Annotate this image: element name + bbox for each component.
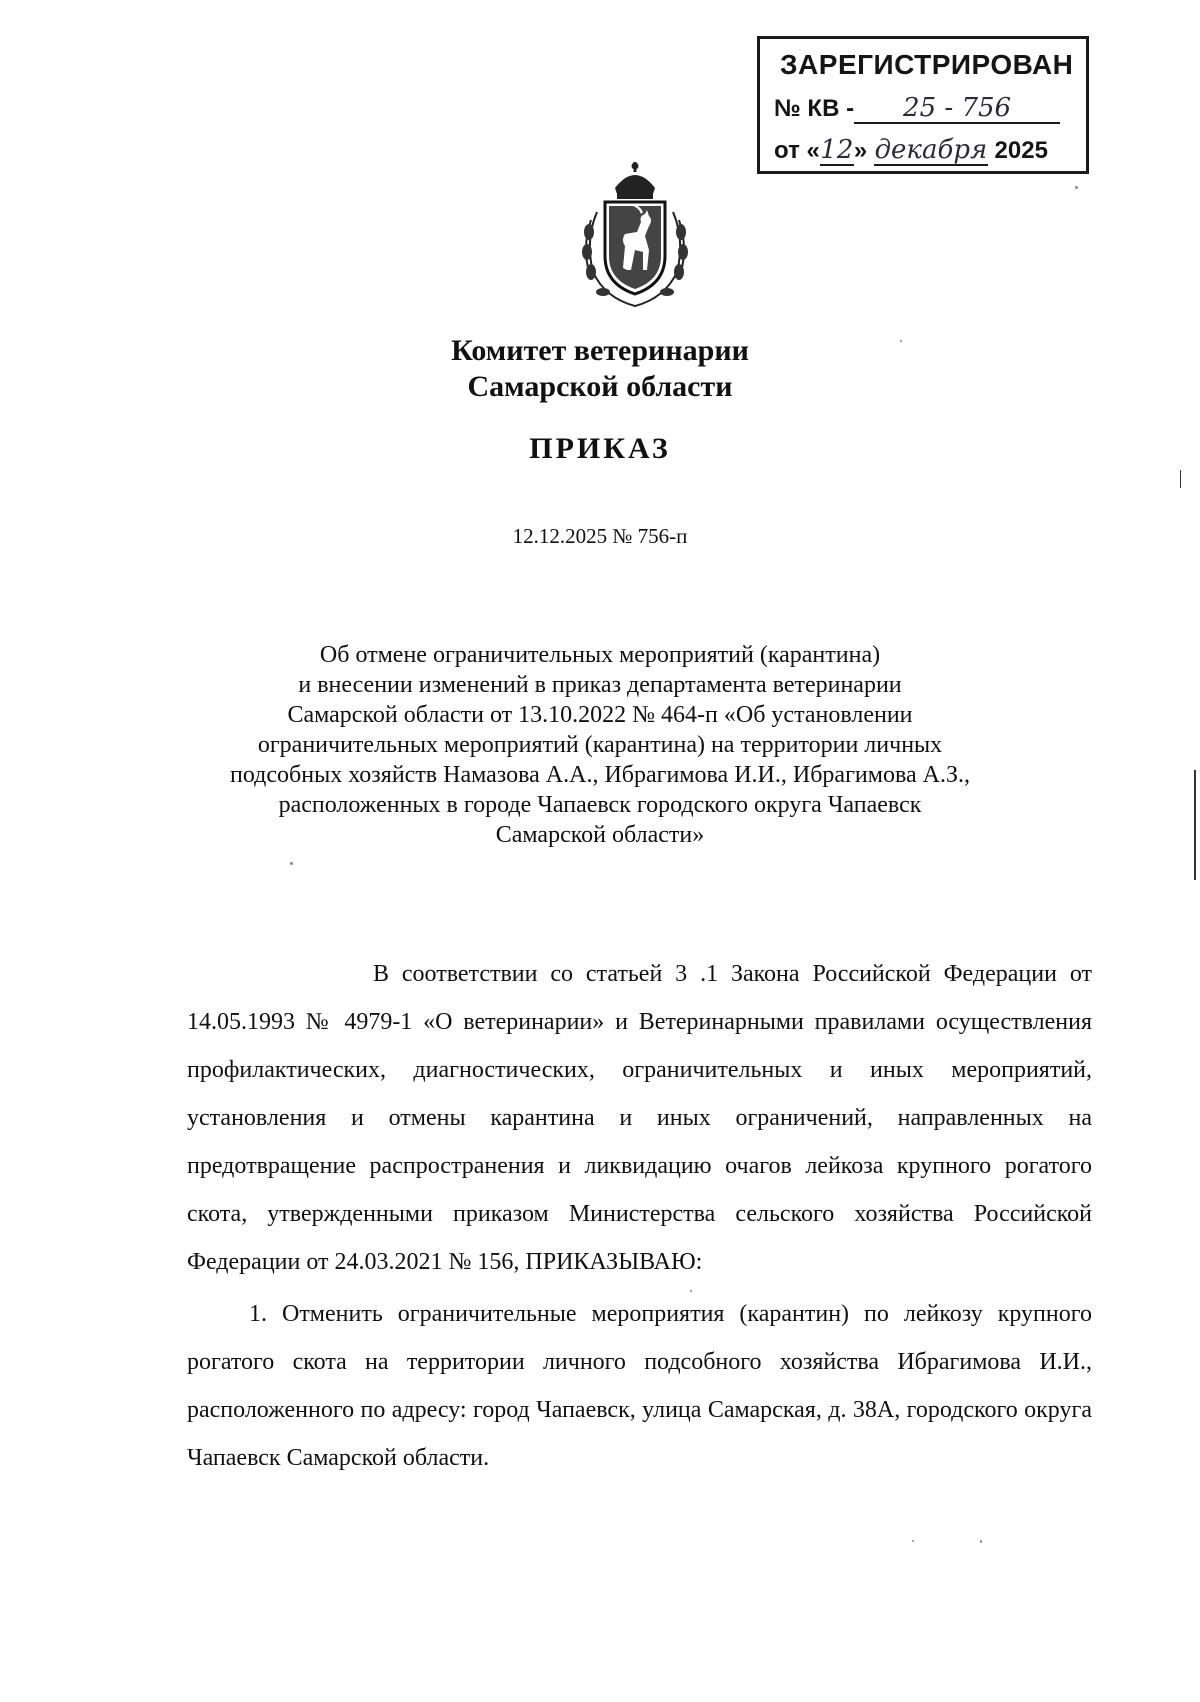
samara-coat-of-arms-icon (575, 160, 695, 312)
subject-line: Самарской области от 13.10.2022 № 464-п «Об установлении (287, 702, 913, 728)
stamp-number-handwritten: 25 - 756 (903, 93, 1012, 123)
scan-speck (912, 1540, 914, 1542)
organization-name-line1: Комитет ветеринарии (451, 334, 749, 367)
stamp-date-mid: » (853, 137, 868, 164)
scan-speck (290, 862, 293, 865)
stamp-date-line (774, 137, 1048, 166)
stamp-month-handwritten: декабря (874, 135, 988, 165)
stamp-year: 2025 (994, 137, 1048, 164)
stamp-title: ЗАРЕГИСТРИРОВАН (780, 49, 1074, 80)
order-item-1: 1. Отменить ограничительные мероприятия (карантин) по лейкозу крупного рогатого скота на территории личного подсобного хозяйства Ибрагимова И.И., расположенного по адресу: город Чапаевск, улица Самарская, д. 38А, городского округа Чапаевск Самарской области. (187, 1301, 1092, 1471)
scan-speck (980, 1540, 982, 1543)
document-subject (150, 640, 1050, 850)
document-body (187, 950, 1092, 1482)
organization-name (0, 333, 1200, 405)
subject-line: ограничительных мероприятий (карантина) на территории личных (257, 732, 943, 758)
subject-line: Об отмене ограничительных мероприятий (карантина) (319, 642, 881, 668)
scan-edge-mark (1180, 470, 1181, 488)
scan-edge-mark (1194, 770, 1196, 880)
stamp-date-prefix: от « (774, 137, 820, 164)
document-type: ПРИКАЗ (529, 432, 671, 465)
scan-speck (690, 1290, 692, 1292)
registration-stamp (757, 36, 1089, 174)
scan-speck (900, 340, 902, 342)
subject-line: расположенных в городе Чапаевск городского округа Чапаевск (278, 792, 922, 818)
preamble-paragraph: В соответствии со статьей 3 .1 Закона Российской Федерации от 14.05.1993 № 4979-1 «О ветеринарии» и Ветеринарными правилами осуществления профилактических, диагностических, ограничительных и иных мероприятий, установления и отмены карантина и иных ограничений, направленных на предотвращение распространения и ликвидацию очагов лейкоза крупного рогатого скота, утвержденными приказом Министерства сельского хозяйства Российской Федерации от 24.03.2021 № 156, ПРИКАЗЫВАЮ: (187, 961, 1092, 1275)
scan-speck (1075, 186, 1078, 189)
document-date-number: 12.12.2025 № 756-п (512, 524, 688, 548)
subject-line: и внесении изменений в приказ департамента ветеринарии (298, 672, 902, 698)
stamp-day-handwritten: 12 (820, 135, 854, 165)
subject-line: подсобных хозяйств Намазова А.А., Ибрагимова И.И., Ибрагимова А.З., (230, 762, 970, 788)
subject-line: Самарской области» (495, 822, 705, 848)
stamp-number-line (774, 95, 1060, 124)
organization-name-line2: Самарской области (467, 370, 733, 403)
stamp-number-prefix: № КВ - (774, 95, 855, 122)
